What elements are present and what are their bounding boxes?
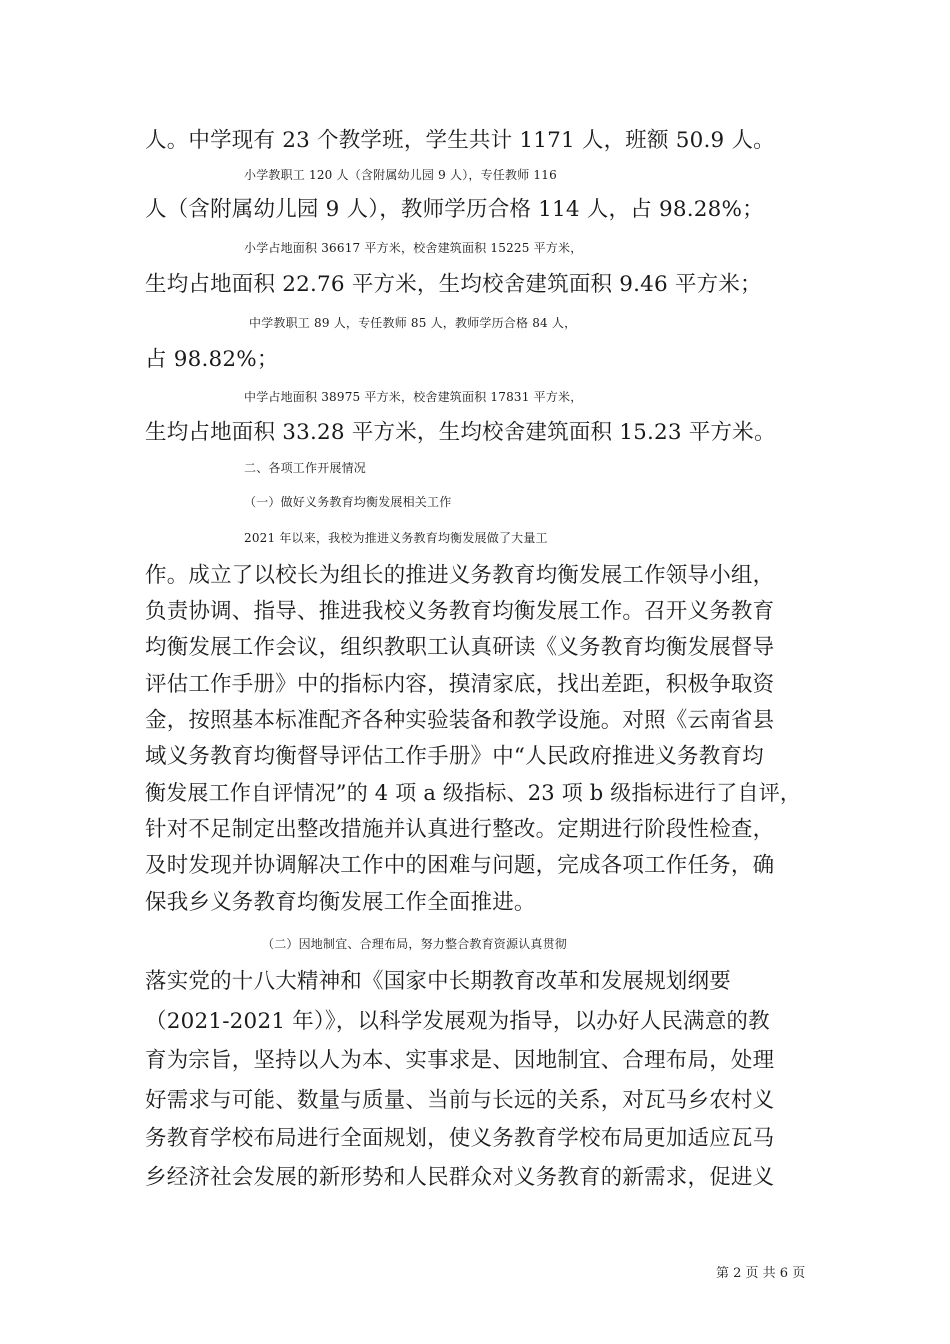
body-line: 乡经济社会发展的新形势和人民群众对义务教育的新需求，促进义	[145, 1165, 775, 1190]
body-line: 及时发现并协调解决工作中的困难与问题，完成各项工作任务，确	[145, 853, 775, 878]
body-line: 保我乡义务教育均衡发展工作全面推进。	[145, 890, 536, 915]
body-line: （2021-2021 年）》，以科学发展观为指导，以办好人民满意的教	[145, 1009, 770, 1034]
body-line: 落实党的十八大精神和《国家中长期教育改革和发展规划纲要	[145, 969, 731, 994]
body-line: 生均占地面积 22.76 平方米，生均校舍建筑面积 9.46 平方米；	[145, 272, 762, 297]
body-line: 域义务教育均衡督导评估工作手册》中“人民政府推进义务教育均	[145, 744, 764, 769]
body-line: 金，按照基本标准配齐各种实验装备和教学设施。对照《云南省县	[145, 708, 775, 733]
body-line: 人（含附属幼儿园 9 人），教师学历合格 114 人，占 98.28%；	[145, 197, 764, 222]
body-line: 小学教职工 120 人（含附属幼儿园 9 人），专任教师 116	[244, 168, 557, 182]
body-line: 好需求与可能、数量与质量、当前与长远的关系，对瓦马乡农村义	[145, 1088, 775, 1113]
body-line: 2021 年以来，我校为推进义务教育均衡发展做了大量工	[244, 531, 548, 545]
body-line: 针对不足制定出整改措施并认真进行整改。定期进行阶段性检查，	[145, 817, 775, 842]
body-line: 育为宗旨，坚持以人为本、实事求是、因地制宜、合理布局，处理	[145, 1048, 775, 1073]
body-line: 务教育学校布局进行全面规划，使义务教育学校布局更加适应瓦马	[145, 1126, 775, 1151]
section-heading: 二、各项工作开展情况	[244, 461, 367, 475]
body-line: 占 98.82%；	[145, 347, 279, 372]
body-line: 负责协调、指导、推进我校义务教育均衡发展工作。召开义务教育	[145, 599, 775, 624]
body-line: 作。成立了以校长为组长的推进义务教育均衡发展工作领导小组，	[145, 563, 775, 588]
subsection-heading: （一）做好义务教育均衡发展相关工作	[244, 495, 452, 509]
body-line: 小学占地面积 36617 平方米，校舍建筑面积 15225 平方米，	[244, 241, 583, 255]
body-line: 衡发展工作自评情况”的 4 项 a 级指标、23 项 b 级指标进行了自评，	[145, 781, 802, 805]
body-line: 均衡发展工作会议，组织教职工认真研读《义务教育均衡发展督导	[145, 635, 775, 660]
page-number: 第 2 页 共 6 页	[716, 1266, 806, 1281]
body-line: 评估工作手册》中的指标内容，摸清家底，找出差距，积极争取资	[145, 672, 775, 697]
subsection-heading: （二）因地制宜、合理布局，努力整合教育资源认真贯彻	[262, 937, 568, 951]
body-line: 中学教职工 89 人，专任教师 85 人，教师学历合格 84 人，	[249, 316, 577, 330]
body-line: 人。中学现有 23 个教学班，学生共计 1171 人，班额 50.9 人。	[145, 128, 775, 153]
body-line: 中学占地面积 38975 平方米，校舍建筑面积 17831 平方米，	[244, 390, 583, 404]
body-line: 生均占地面积 33.28 平方米，生均校舍建筑面积 15.23 平方米。	[145, 420, 776, 445]
